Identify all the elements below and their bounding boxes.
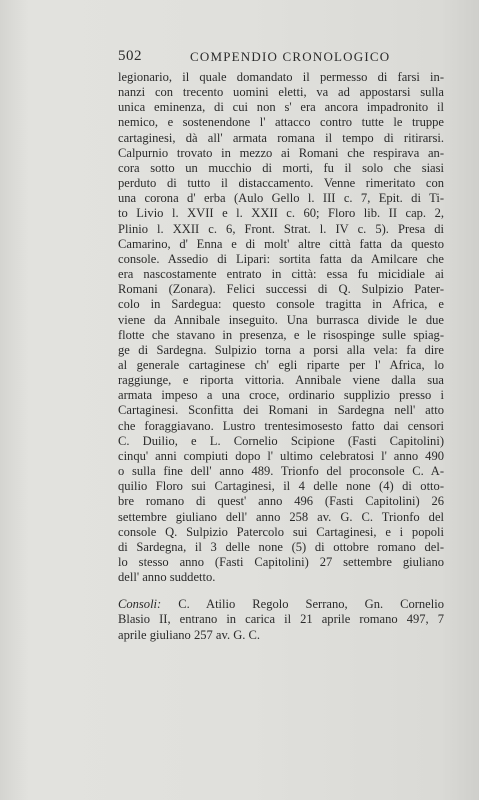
text-line: perduto di tutto il distaccamento. Venne rimeritato con	[118, 176, 444, 191]
text-line: Blasio II, entrano in carica il 21 aprile romano 497, 7	[118, 612, 444, 627]
paragraph-consuls	[118, 597, 444, 642]
text-line: nemico, e sostenendone l' attacco contro tutte le truppe	[118, 115, 444, 130]
consoli-text: C. Atilio Regolo Serrano, Gn. Cornelio	[161, 597, 444, 612]
text-line: console Q. Sulpizio Patercolo sui Cartaginesi, e i popoli	[118, 524, 444, 539]
text-line: aprile giuliano 257 av. G. C.	[118, 627, 261, 642]
text-line: cartaginesi, dà all' armata romana il tempo di ritirarsi.	[118, 130, 444, 145]
running-title: COMPENDIO CRONOLOGICO	[190, 49, 391, 64]
text-line: o sulla fine dell' anno 489. Trionfo del proconsole C. A-	[118, 464, 444, 479]
text-line: Camarino, d' Enna e di molt' altre città fatta da questo	[118, 236, 444, 251]
paragraph-gap	[118, 585, 444, 597]
paragraph-chronicle	[118, 70, 444, 585]
text-line: ge di Sardegna. Sulpizio torna a porsi alla vela: fa dire	[118, 342, 444, 357]
text-line: una corona d' erba (Aulo Gello l. III c. 7, Epit. di Ti-	[118, 191, 444, 206]
text-line: C. Duilio, e L. Cornelio Scipione (Fasti Capitolini)	[118, 433, 444, 448]
text-line: Cartaginesi. Sconfitta dei Romani in Sardegna nell' atto	[118, 403, 444, 418]
running-head	[118, 48, 448, 66]
text-line: legionario, il quale domandato il permesso di farsi in-	[118, 70, 444, 84]
text-line: raggiunge, e riporta vittoria. Annibale viene dalla sua	[118, 373, 444, 388]
page-number: 502	[118, 48, 142, 64]
text-line: Plinio l. XXII c. 6, Front. Strat. l. IV c. 5). Presa di	[118, 221, 444, 236]
text-line: nanzi con trecento uomini eletti, va ad appostarsi sulla	[118, 85, 444, 100]
text-line	[118, 597, 444, 612]
text-line: che foraggiavano. Lustro trentesimosesto fatto dai censori	[118, 418, 444, 433]
text-line: Romani (Zonara). Felici successi di Q. Sulpizio Pater-	[118, 282, 444, 297]
text-line: armata impeso a una croce, ordinario supplizio presso i	[118, 388, 444, 403]
text-line: console. Assedio di Lipari: sortita fatta da Amilcare che	[118, 251, 444, 266]
text-line: dell' anno suddetto.	[118, 570, 216, 585]
text-line: cinqu' anni compiuti dopo l' ultimo celebratosi l' anno 490	[118, 448, 444, 463]
text-line: viene da Annibale inseguito. Una burrasca divide le due	[118, 312, 444, 327]
text-line: colo in Sardegua: questo console tragitta in Africa, e	[118, 297, 444, 312]
text-line: bre romano di quest' anno 496 (Fasti Capitolini) 26	[118, 494, 444, 509]
text-line: flotte che stavano in presenza, e le risospinge sulle spiag-	[118, 327, 444, 342]
text-line: lo stesso anno (Fasti Capitolini) 27 settembre giuliano	[118, 555, 444, 569]
text-line: di Sardegna, il 3 delle none (5) di ottobre romano del-	[118, 539, 444, 554]
text-line: to Livio l. XVII e l. XXII c. 60; Floro lib. II cap. 2,	[118, 206, 444, 221]
text-line: unica eminenza, di cui non s' era ancora impadronito il	[118, 100, 444, 115]
text-line: settembre giuliano dell' anno 258 av. G. C. Trionfo del	[118, 509, 444, 524]
text-line: quilio Floro sui Cartaginesi, il 4 delle none (4) di otto-	[118, 479, 444, 494]
text-line: Calpurnio trovato in mezzo ai Romani che respirava an-	[118, 145, 444, 160]
consoli-label: Consoli:	[118, 597, 162, 612]
text-line: cora sotto un mucchio di morti, fu il solo che siasi	[118, 160, 444, 175]
body-text	[118, 70, 444, 643]
text-line: al generale cartaginese ch' egli riparte per l' Africa, lo	[118, 357, 444, 372]
text-line: era nascostamente entrato in città: essa fu micidiale ai	[118, 267, 444, 282]
